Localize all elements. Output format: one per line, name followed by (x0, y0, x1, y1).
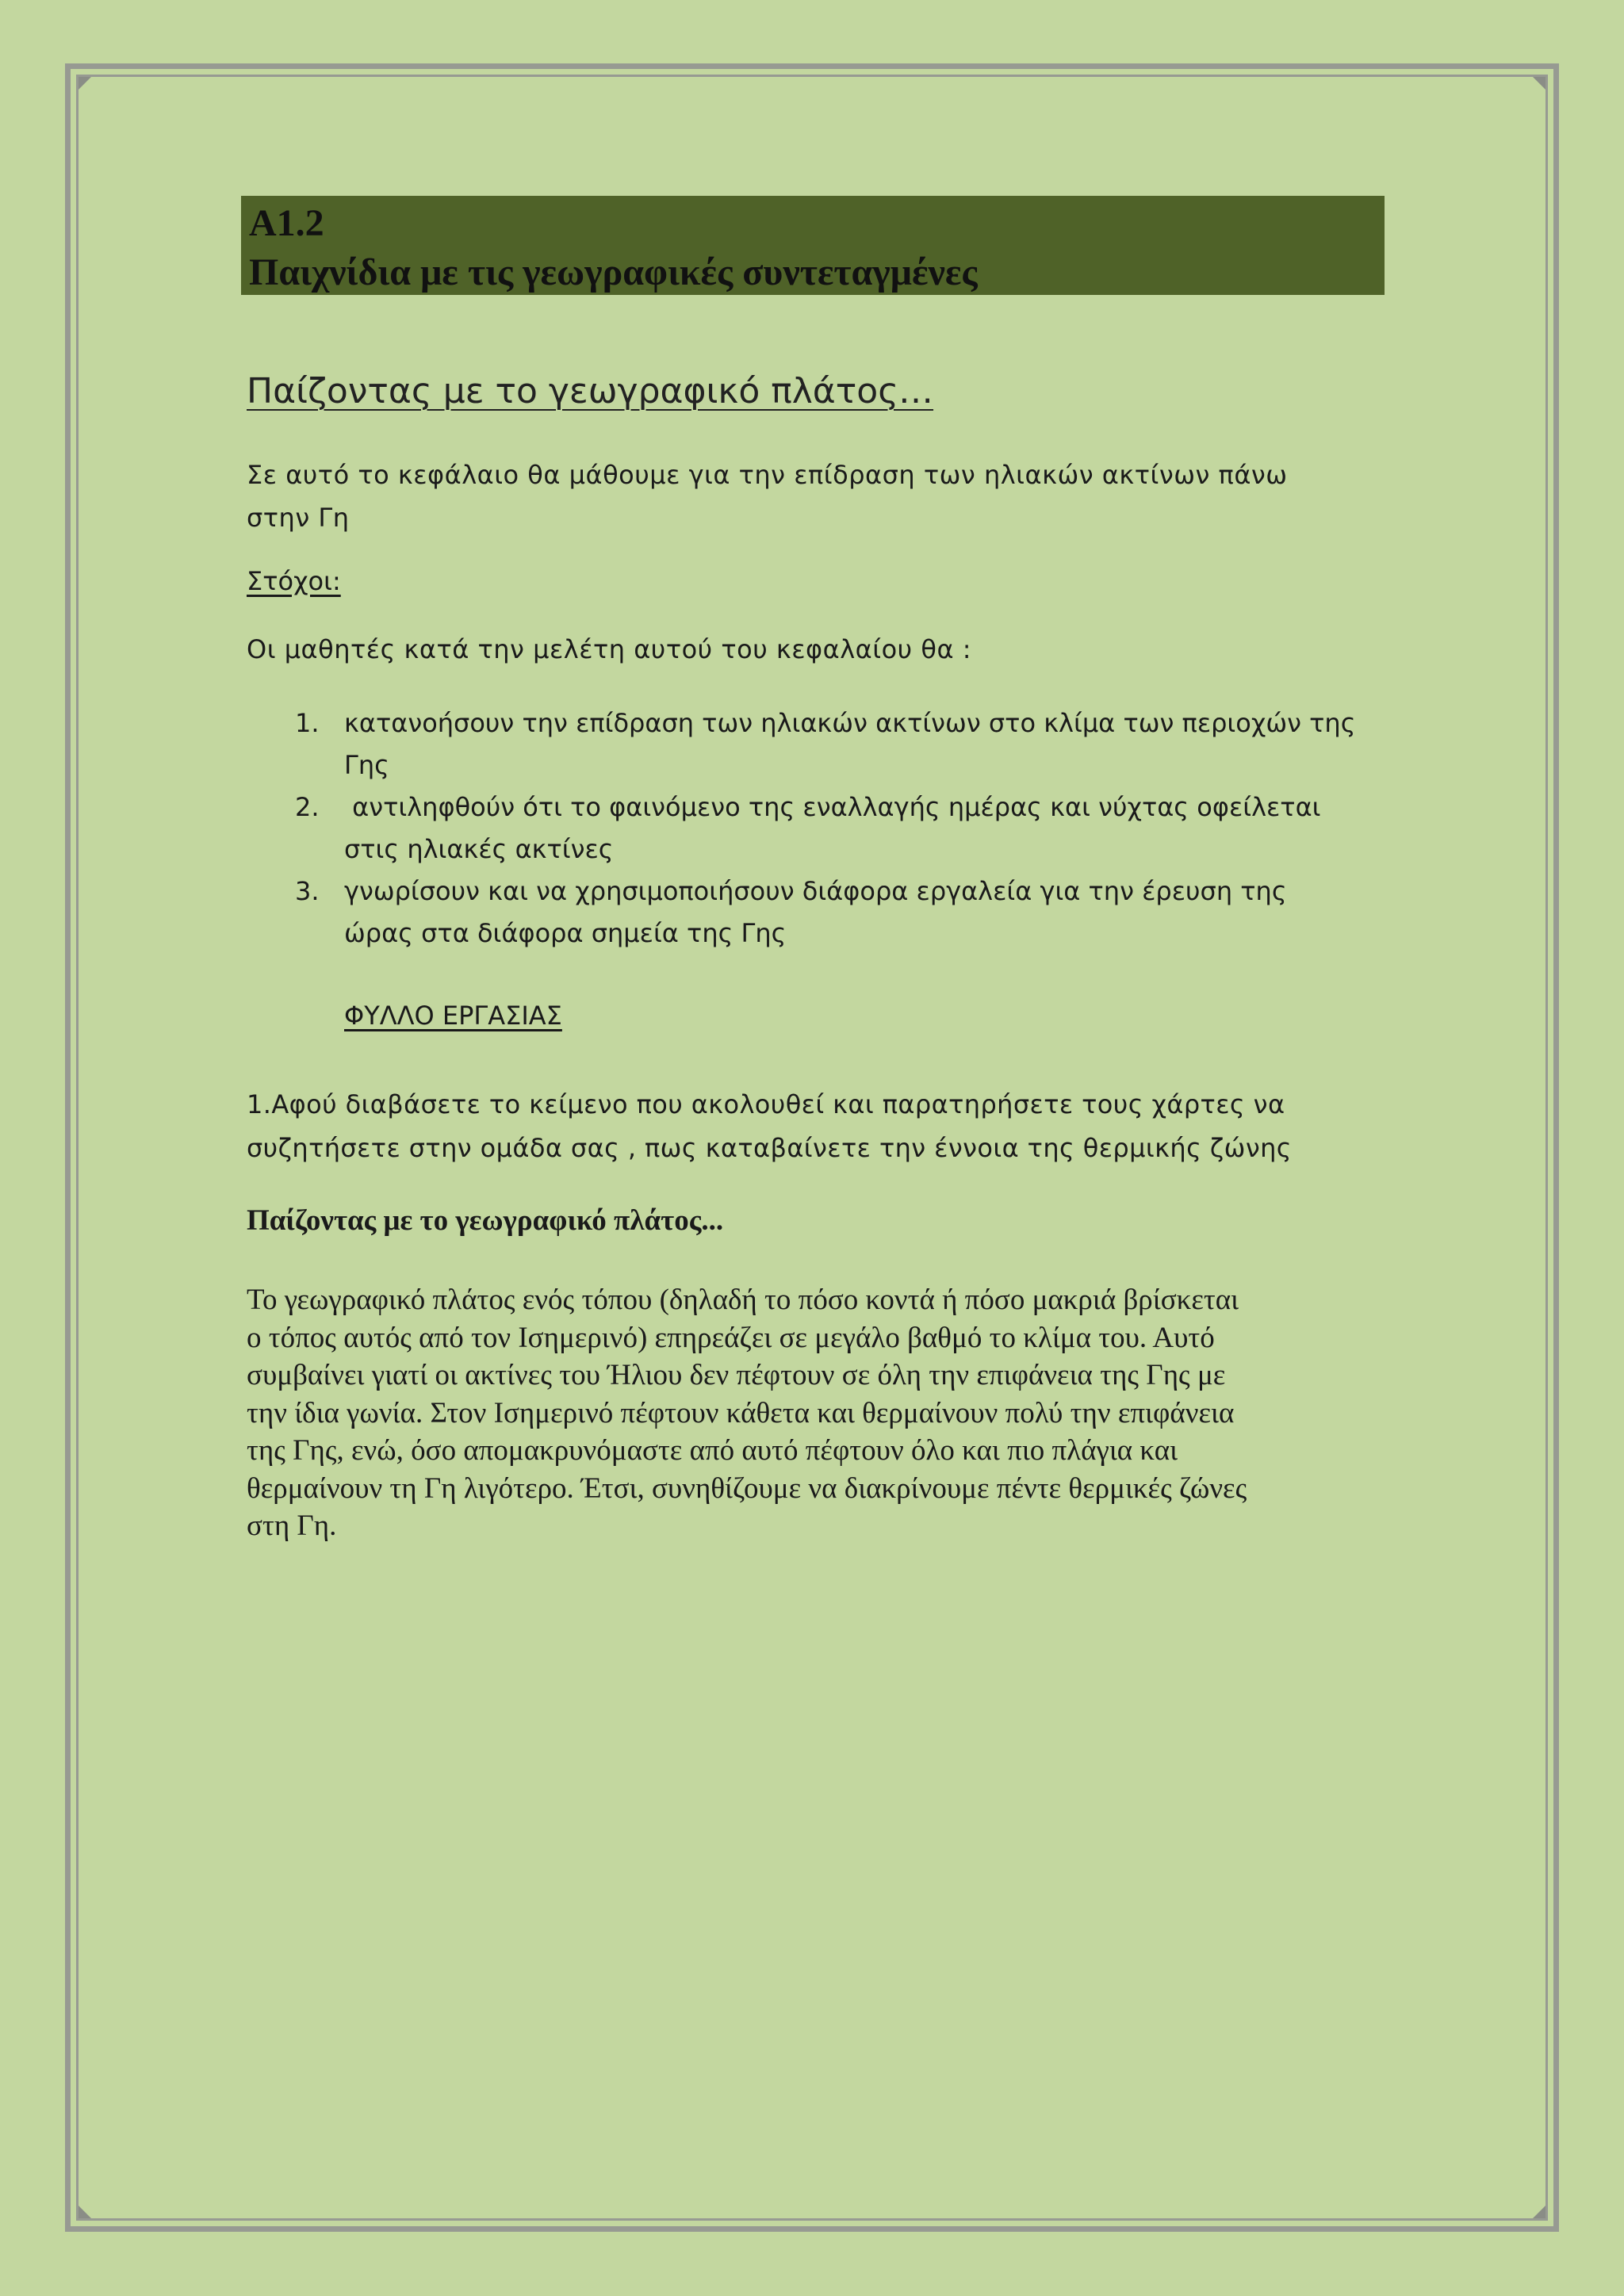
intro-line: στην Γη (247, 503, 350, 533)
reading-line: της Γης, ενώ, όσο απομακρυνόμαστε από αυτό πέφτουν όλο και πιο πλάγια και (247, 1434, 1178, 1467)
list-number: 1. (295, 708, 320, 738)
goals-list (247, 702, 1355, 955)
worksheet-label: ΦΥΛΛΟ ΕΡΓΑΣΙΑΣ (344, 1001, 562, 1031)
section-subtitle: Παίζοντας με το γεωγραφικό πλάτος… (247, 371, 934, 411)
reading-line: Το γεωγραφικό πλάτος ενός τόπου (δηλαδή το πόσο κοντά ή πόσο μακριά βρίσκεται (247, 1284, 1239, 1316)
title-text: Παιχνίδια με τις γεωγραφικές συντεταγμένες (249, 251, 978, 293)
border-corner-bottom-right (1533, 2206, 1545, 2218)
list-item-line: ώρας στα διάφορα σημεία της Γης (344, 918, 787, 948)
title-banner (241, 196, 1385, 295)
reading-heading: Παίζοντας με το γεωγραφικό πλάτος... (247, 1204, 724, 1237)
goals-intro: Οι μαθητές κατά την μελέτη αυτού του κεφαλαίου θα : (247, 634, 971, 664)
list-number: 2. (295, 792, 320, 822)
list-item (247, 786, 1355, 871)
list-item-line: στις ηλιακές ακτίνες (344, 834, 614, 864)
reading-line: θερμαίνουν τη Γη λιγότερο. Έτσι, συνηθίζουμε να διακρίνουμε πέντε θερμικές ζώνες (247, 1471, 1247, 1505)
reading-line: συμβαίνει γιατί οι ακτίνες του Ήλιου δεν πέφτουν σε όλη την επιφάνεια της Γης με (247, 1359, 1226, 1391)
reading-line: την ίδια γωνία. Στον Ισημερινό πέφτουν κάθετα και θερμαίνουν πολύ την επιφάνεια (247, 1396, 1235, 1429)
intro-line: Σε αυτό το κεφάλαιο θα μάθουμε για την επίδραση των ηλιακών ακτίνων πάνω (247, 460, 1288, 490)
question-line: 1.Αφού διαβάσετε το κείμενο που ακολουθεί και παρατηρήσετε τους χάρτες να (247, 1089, 1285, 1119)
goals-label: Στόχοι: (247, 566, 341, 596)
list-item (247, 702, 1355, 786)
reading-line: ο τόπος αυτός από τον Ισημερινό) επηρεάζει σε μεγάλο βαθμό το κλίμα του. Αυτό (247, 1321, 1215, 1354)
list-item (247, 871, 1355, 955)
border-corner-top-left (79, 77, 91, 90)
list-number: 3. (295, 876, 320, 906)
title-code: A1.2 (249, 202, 324, 244)
question-line: συζητήσετε στην ομάδα σας , πως καταβαίνετε την έννοια της θερμικής ζώνης (247, 1133, 1292, 1163)
intro-paragraph (247, 453, 1288, 539)
list-item-line: γνωρίσουν και να χρησιμοποιήσουν διάφορα εργαλεία για την έρευση της (344, 876, 1287, 906)
list-item-line: αντιληφθούν ότι το φαινόμενο της εναλλαγής ημέρας και νύχτας οφείλεται (344, 792, 1321, 822)
border-corner-bottom-left (79, 2206, 91, 2218)
reading-text (247, 1281, 1247, 1545)
list-item-line: Γης (344, 750, 389, 780)
reading-line: στη Γη. (247, 1510, 337, 1542)
question-1 (247, 1083, 1292, 1170)
border-corner-top-right (1533, 77, 1545, 90)
list-item-line: κατανοήσουν την επίδραση των ηλιακών ακτίνων στο κλίμα των περιοχών της (344, 708, 1356, 738)
